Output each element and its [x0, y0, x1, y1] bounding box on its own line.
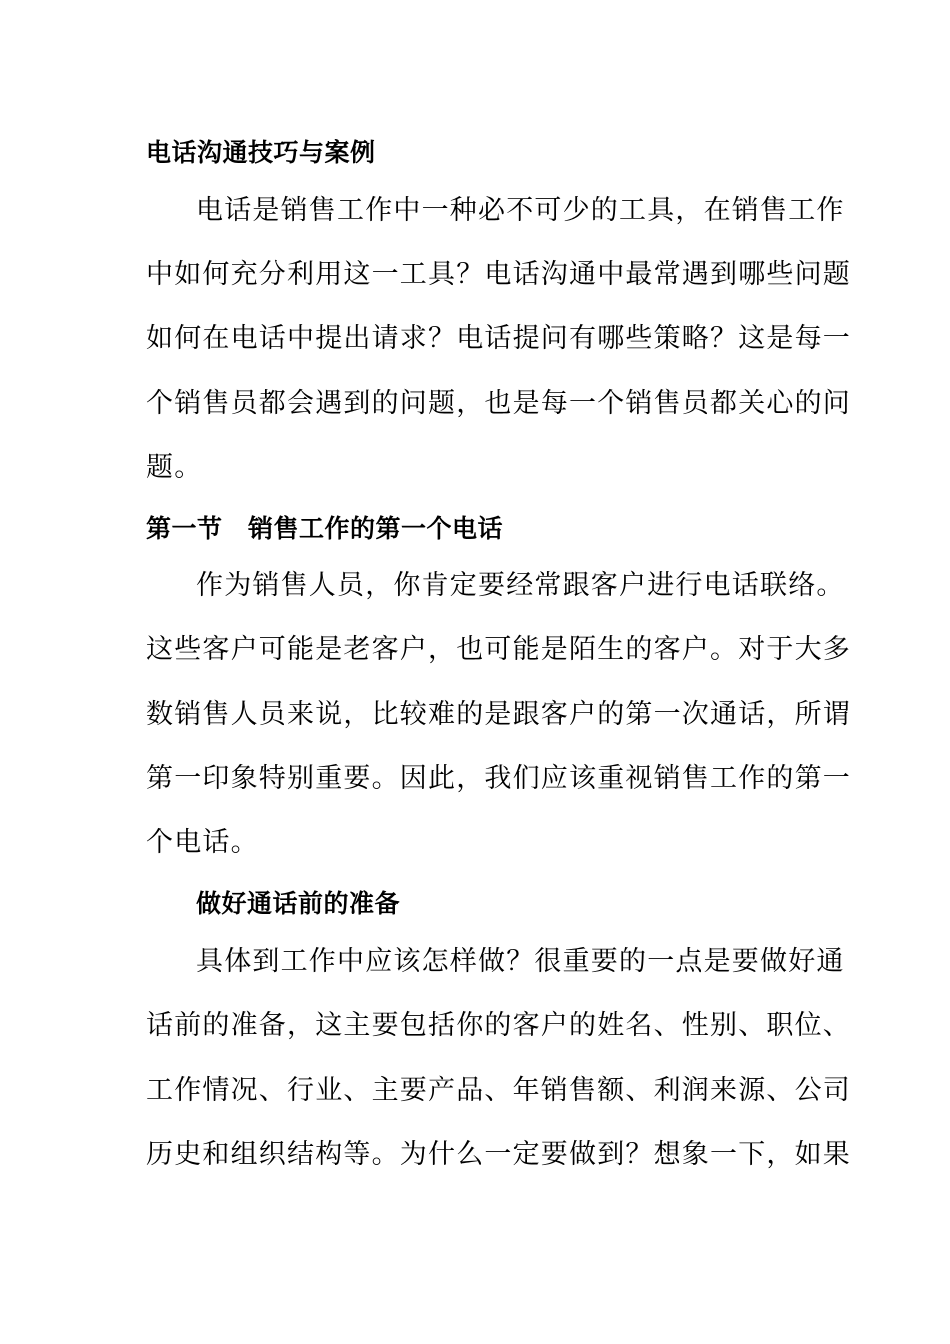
- paragraph-line: 工作情况、行业、主要产品、年销售额、利润来源、公司: [146, 1075, 851, 1106]
- subsection-heading: 做好通话前的准备: [196, 889, 401, 918]
- document-title: 电话沟通技巧与案例: [146, 138, 376, 167]
- paragraph-line: 第一印象特别重要。因此，我们应该重视销售工作的第一: [146, 763, 851, 794]
- paragraph-line: 个销售员都会遇到的问题，也是每一个销售员都关心的问: [146, 388, 851, 419]
- section-heading: 第一节 销售工作的第一个电话: [146, 514, 504, 543]
- paragraph-line: 个电话。: [146, 827, 259, 858]
- paragraph-line: 话前的准备，这主要包括你的客户的姓名、性别、职位、: [146, 1010, 851, 1041]
- paragraph-line: 具体到工作中应该怎样做？很重要的一点是要做好通: [196, 946, 845, 977]
- paragraph-line: 这些客户可能是老客户，也可能是陌生的客户。对于大多: [146, 634, 851, 665]
- paragraph-line: 中如何充分利用这一工具？电话沟通中最常遇到哪些问题: [146, 259, 851, 290]
- paragraph-line: 题。: [146, 452, 203, 483]
- paragraph-line: 历史和组织结构等。为什么一定要做到？想象一下，如果: [146, 1139, 851, 1170]
- paragraph-line: 作为销售人员，你肯定要经常跟客户进行电话联络。: [196, 570, 845, 601]
- paragraph-line: 数销售人员来说，比较难的是跟客户的第一次通话，所谓: [146, 699, 851, 730]
- paragraph-line: 电话是销售工作中一种必不可少的工具，在销售工作: [196, 195, 845, 226]
- paragraph-line: 如何在电话中提出请求？电话提问有哪些策略？这是每一: [146, 323, 851, 354]
